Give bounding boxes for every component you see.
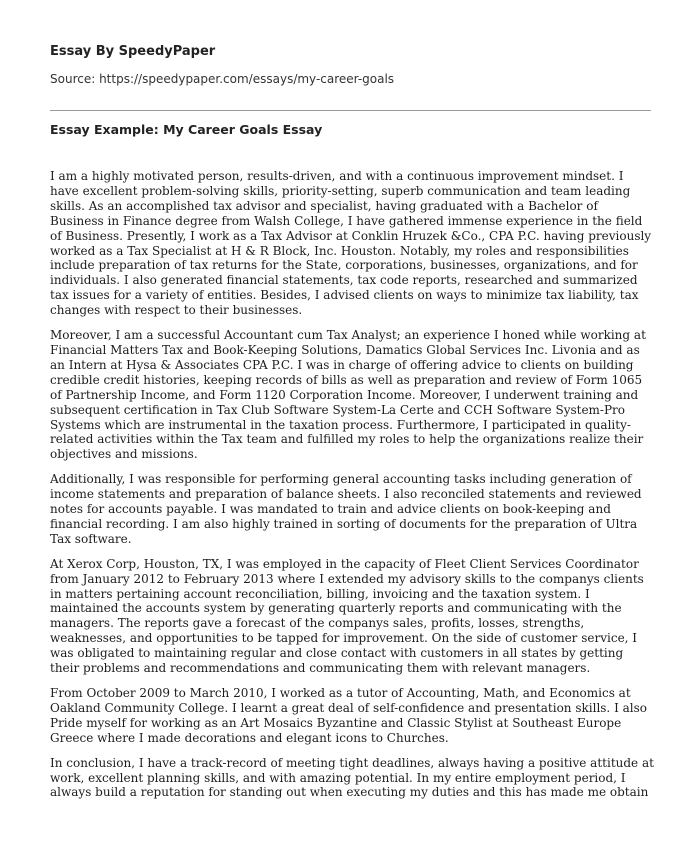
paragraph: At Xerox Corp, Houston, TX, I was employed in the capacity of Fleet Client Services Coordinator from January 2012 to February 2013 where I extended my advisory skills to the companys clients in matters pertaining account reconciliation, billing, invoicing and the taxation system. I maintained the accounts system by generating quarterly reports and communicating with the managers. The reports gave a forecast of the companys sales, profits, losses, strengths, weaknesses, and opportunities to be tapped for improvement. On the side of customer service, I was obligated to maintaining regular and close contact with customers in all states by getting their problems and recommendations and communicating them with relevant managers. (50, 556, 644, 676)
header-divider (50, 110, 651, 111)
paragraph: Additionally, I was responsible for performing general accounting tasks including generation of income statements and preparation of balance sheets. I also reconciled statements and reviewed notes for accounts payable. I was mandated to train and advice clients on book-keeping and financial recording. I am also highly trained in sorting of documents for the preparation of Ultra Tax software. (50, 472, 642, 546)
source-url: Source: https://speedypaper.com/essays/my-career-goals (50, 72, 395, 86)
essay-title: Essay Example: My Career Goals Essay (50, 122, 323, 137)
paragraph: In conclusion, I have a track-record of meeting tight deadlines, always having a positive attitude at work, excellent planning skills, and with amazing potential. In my entire employment period, I always build a reputation for standing out when executing my duties and this has made me obtain (50, 755, 654, 800)
essay-body (50, 169, 654, 810)
paragraph: Moreover, I am a successful Accountant cum Tax Analyst; an experience I honed while working at Financial Matters Tax and Book-Keeping Solutions, Damatics Global Services Inc. Livonia and as an Intern at Hysa & Associates CPA P.C. I was in charge of offering advice to clients on building credible credit histories, keeping records of bills as well as preparation and review of Form 1065 of Partnership Income, and Form 1120 Corporation Income. Moreover, I underwent training and subsequent certification in Tax Club Software System-La Certe and CCH Software System-Pro Systems which are instrumental in the taxation process. Furthermore, I participated in quality-related activities within the Tax team and fulfilled my roles to help the organizations realize their objectives and missions. (50, 328, 646, 462)
paragraph: I am a highly motivated person, results-driven, and with a continuous improvement mindset. I have excellent problem-solving skills, priority-setting, superb communication and team leading skills. As an accomplished tax advisor and specialist, having graduated with a Bachelor of Business in Finance degree from Walsh College, I have gathered immense experience in the field of Business. Presently, I work as a Tax Advisor at Conklin Hruzek &Co., CPA P.C. having previously worked as a Tax Specialist at H & R Block, Inc. Houston. Notably, my roles and responsibilities include preparation of tax returns for the State, corporations, businesses, organizations, and for individuals. I also generated financial statements, tax code reports, researched and summarized tax issues for a variety of entities. Besides, I advised clients on ways to minimize tax liability, tax changes with respect to their businesses. (50, 169, 652, 318)
document-header-title: Essay By SpeedyPaper (50, 44, 216, 59)
paragraph: From October 2009 to March 2010, I worked as a tutor of Accounting, Math, and Economics at Oakland Community College. I learnt a great deal of self-confidence and presentation skills. I also Pride myself for working as an Art Mosaics Byzantine and Classic Stylist at Southeast Europe Greece where I made decorations and elegant icons to Churches. (50, 686, 647, 745)
